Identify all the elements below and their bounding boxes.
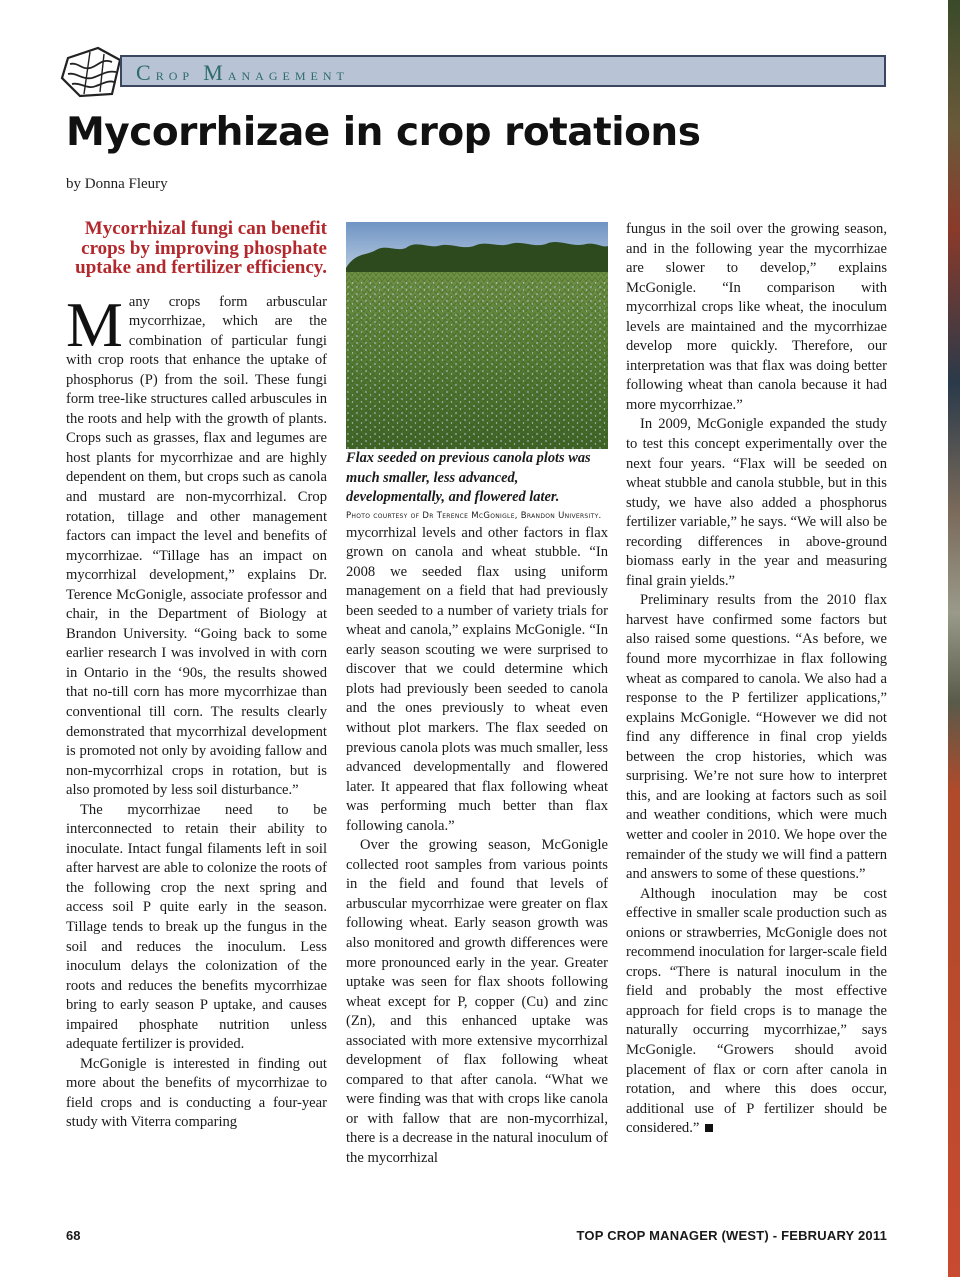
paragraph: Preliminary results from the 2010 flax harvest have confirmed some factors but also raised some questions. “As before, we found more mycorrhizae in flax following wheat as compared to canola. We also had a response to the P fertilizer applications,” explains McGonigle. “However we did not find any difference in final crop yields between the crop histories, which was surprising. We’re not sure how to interpret this, and are looking at factors such as soil and weather conditions, which were much wetter and cooler in 2010. We hope over the remainder of the study we will find a pattern and answers to some of these questions.”: [626, 592, 887, 883]
page-number: 68: [66, 1228, 81, 1243]
end-of-article-icon: [705, 1124, 713, 1132]
final-paragraph: [626, 885, 887, 1139]
column-2: [346, 219, 608, 1169]
adjacent-page-edge: [948, 0, 960, 1277]
deck-text: Mycorrhizal fungi can benefit crops by improving phosphate uptake and fertilizer efficiency.: [75, 218, 327, 278]
section-label: [136, 60, 349, 86]
lead-text: any crops form arbuscular mycorrhizae, which are the combination of particular fungi with crop roots that enhance the uptake of phosphorus (P) from the soil. These fungi form tree-like structures called arbuscules in the roots and help with the growth of plants. Crops such as grasses, flax and legumes are host plants for mycorrhizae and are highly dependent on them, but crops such as canola and mustard are non-mycorrhizal. Crop rotation, tillage and other management factors can impact the level and benefits of mycorrhizae. “Tillage has an impact on mycorrhizal development,” explains Dr. Terence McGonigle, associate professor and chair, in the Department of Biology at Brandon University. “Going back to some earlier research I was involved in with corn in Ontario in the ‘90s, the results showed that no-till corn has more mycorrhizae than conventional till corn. The results clearly demonstrated that mycorrhizal development is promoted not only by avoiding fallow and non-mycorrhizal crops in rotation, but is also promoted by less soil disturbance.”: [66, 293, 327, 799]
running-footer: TOP CROP MANAGER (WEST) - FEBRUARY 2011: [576, 1228, 887, 1243]
paragraph: Over the growing season, McGonigle collected root samples from various points in the field and found that levels of arbuscular mycorrhizae were greater on flax following wheat. Early season growth was also monitored and growth differences were more pronounced early in the year. Greater uptake was seen for flax shoots following wheat except for P, copper (Cu) and zinc (Zn), and this enhanced uptake was associated with more extensive mycorrhizal development of flax following wheat compared to that after canola. “What we were finding was that with crops like canola or with fallow that are non-mycorrhizal, there is a decrease in the natural inoculum of the mycorrhizal: [346, 837, 608, 1166]
paragraph: McGonigle is interested in finding out more about the benefits of mycorrhizae to field crops and is conducting a four-year study with Viterra comparing: [66, 1055, 327, 1131]
photo-caption: Flax seeded on previous canola plots was much smaller, less advanced, developmentally, and flowered later.: [346, 450, 591, 505]
map-icon: [60, 44, 124, 98]
photo-credit: Photo courtesy of Dr Terence McGonigle, Brandon University.: [346, 510, 602, 521]
flax-field-photo: [346, 222, 608, 449]
final-text: Although inoculation may be cost effective in smaller scale production such as onions or strawberries, McGonigle does not recommend inoculation for larger-scale field crops. “There is natural inoculum in the field and probably the most effective approach for field crops is to manage the naturally occurring mycorrhizae,” says McGonigle. “Growers should avoid placement of flax or corn after canola in rotation, and where this does occur, additional use of P fertilizer should be considered.”: [626, 885, 887, 1137]
paragraph: In 2009, McGonigle expanded the study to test this concept experimentally over the next four years. “Flax will be seeded on wheat stubble and canola stubble, but in this study, we have also added a phosphorus fertilizer variable,” he says. “We will also be recording differences in above-ground biomass early in the year and measuring final grain yields.”: [626, 416, 887, 589]
paragraph: The mycorrhizae need to be interconnected to retain their ability to inoculate. Intact fungal filaments left in soil after harvest are able to colonize the roots of the following crop the next spring and access soil P quite early in the season. Tillage tends to break up the fungus in the soil and reduces the inoculum. Less inoculum delays the colonization of the roots and reduces the benefits mycorrhizae bring to early season P uptake, and causes impaired phosphate nutrition unless adequate fertilizer is provided.: [66, 801, 327, 1053]
section-initial-m: M: [203, 60, 228, 85]
paragraph: fungus in the soil over the growing season, and in the following year the mycorrhizae are slower to develop,” explains McGonigle. “In comparison with mycorrhizal crops like wheat, the inoculum levels are maintained and the mycorrhizae develop more quickly. Therefore, our interpretation was that flax was doing better following wheat than canola because it had more mycorrhizae.”: [626, 221, 887, 413]
section-word-rop: rop: [155, 65, 195, 84]
column-1: [66, 219, 327, 1133]
article-headline: Mycorrhizae in crop rotations: [66, 110, 701, 155]
byline: by Donna Fleury: [66, 176, 168, 192]
lead-paragraph: [66, 288, 327, 801]
drop-cap: M: [66, 288, 123, 360]
section-word-anagement: anagement: [227, 65, 349, 84]
section-banner: [120, 55, 886, 87]
paragraph: mycorrhizal levels and other factors in flax grown on canola and wheat stubble. “In 2008 we seeded flax using uniform management on a field that had previously been seeded to a number of variety trials for wheat and canola,” explains McGonigle. “In early season scouting we were surprised to discover that we could determine which plots had previously been seeded to canola and the ones previously to wheat even without plot markers. The flax seeded on previous canola plots was much smaller, less advanced developmentally and flowered later. It appeared that flax following wheat was performing much better than flax following canola.”: [346, 524, 608, 834]
section-initial-c: C: [136, 60, 156, 85]
column-3: [626, 220, 887, 1139]
